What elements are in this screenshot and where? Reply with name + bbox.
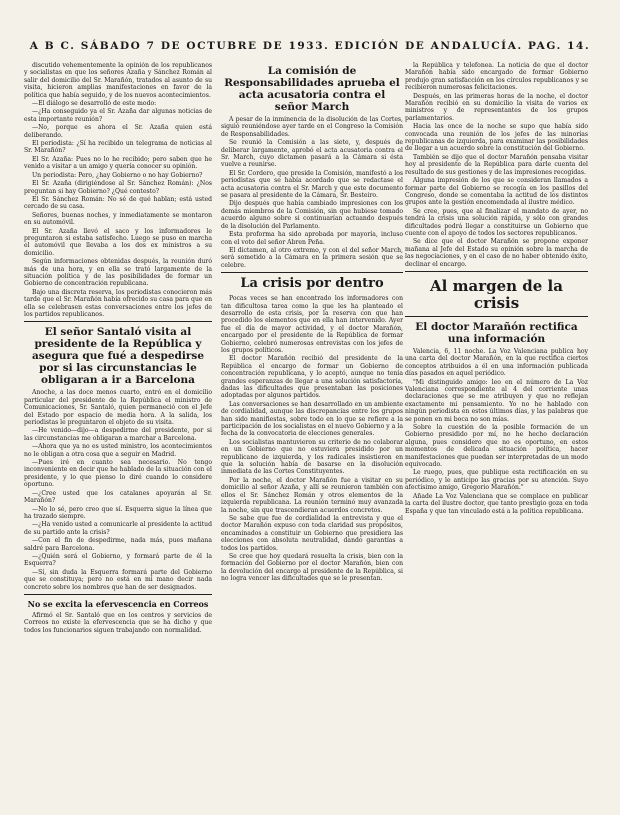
- paragraph: "Mi distinguido amigo: leo en el número de La Voz Valenciana correspondiente al 4 del corriente unas declaraciones que se me atribuyen y que no reflejan exactamente mi pensamiento. Yo no he hablado con ningún periodista en estos últimos días, y las palabras que se ponen en mi boca no son mías.: [405, 378, 588, 423]
- paragraph: Se sabe que fue de cordialidad la entrevista y que el doctor Marañón expuso con toda claridad sus propósitos, encaminados a constituir un Gobierno que presidiera las elecciones con absoluta neutralidad, dando garantías a todos los partidos.: [221, 514, 403, 552]
- paragraph: —Pues iré en cuanto sea necesario. No tengo inconveniente en decir que he hablado de la situación con el presidente, y lo que pienso lo diré cuando lo considere oportuno.: [24, 459, 212, 489]
- paragraph: Un periodista: Pero, ¿hay Gobierno o no hay Gobierno?: [32, 171, 203, 179]
- paragraph: la República y telefonea. La noticia de que el doctor Marañón había sido encargado de formar Gobierno produjo gran satisfacción en los círculos republicanos y se recibieron numerosas felicitaciones.: [405, 62, 588, 92]
- paragraph: Valencia, 6, 11 noche. La Voz Valenciana publica hoy una carta del doctor Marañón, en la que rectifica ciertos conceptos atribuidos a él en una información publicada días pasados en aquel periódico.: [405, 347, 588, 378]
- paragraph: El Sr. Azaña llevó el saco y los informadores le preguntaron si estaba satisfecho. Luego se puso en marcha el automóvil que llevaba a los dos ex ministros a su domicilio.: [24, 227, 212, 257]
- headline-maranon-rectifica: El doctor Marañón rectifica una información: [415, 320, 578, 345]
- paragraph: discutido vehementemente la opinión de los republicanos y socialistas en que los señores Azaña y Sánchez Román al salir del domicilio del Sr. Marañón, tratados al asunto de su visita, hicieron amplias manifestaciones en favor de la política que había seguido, y de los nuevos acontecimientos.: [24, 62, 212, 99]
- paragraph: —¿Quién será el Gobierno, y formará parte de él la Esquerra?: [24, 552, 212, 568]
- divider: [24, 594, 212, 595]
- paragraph: Por la noche, el doctor Marañón fue a visitar en su domicilio al señor Azaña, y allí se reunieron también con ellos el Sr. Sánchez Román y otros elementos de la izquierda republicana. La reunión terminó muy avanzada la noche, sin que trascendieran acuerdos concretos.: [221, 476, 403, 514]
- column-1: [24, 62, 212, 807]
- headline-crisis-por-dentro: La crisis por dentro: [240, 276, 384, 292]
- paragraph: Añade La Voz Valenciana que se complace en publicar la carta del ilustre doctor, que tanto prestigio goza en toda España y que tan vinculado está a la política republicana.: [405, 492, 588, 515]
- paragraph: Sobre la cuestión de la posible formación de un Gobierno presidido por mí, no he hecho declaración alguna, pues considero que no es oportuno, en estos momentos de delicada situación política, hacer manifestaciones que puedan ser interpretadas de un modo equivocado.: [405, 424, 588, 469]
- paragraph: Se cree que hoy quedará resuelta la crisis, bien con la formación del Gobierno por el doctor Marañón, bien con la devolución del encargo al presidente de la República, si no logra vencer las dificultades que se le presentan.: [221, 552, 403, 583]
- headline-santalo: El señor Santaló visita al presidente de la República y asegura que fué a despedirse por si las circunstancias le obligaran a ir a Barcelona: [31, 326, 205, 387]
- paragraph: Hacia las once de la noche se supo que había sido convocada una reunión de los jefes de las minorías republicanas de izquierda, para examinar las posibilidades de llegar a un acuerdo sobre la constitución del Gobierno.: [405, 123, 588, 153]
- paragraph: Se dice que el doctor Marañón se propone exponer mañana al Jefe del Estado su opinión sobre la marcha de las negociaciones, y en el caso de no haber obtenido éxito, declinar el encargo.: [405, 238, 588, 268]
- paragraph: Alguna impresión de los que se consideran llamados a formar parte del Gobierno se recogía en los pasillos del Congreso, donde se comentaba la actitud de los distintos grupos ante la gestión encomendada al ilustre médico.: [405, 177, 588, 207]
- paragraph: Anoche, a las doce menos cuarto, entró en el domicilio particular del presidente de la República el ministro de Comunicaciones, Sr. Santaló, quien permaneció con el Jefe del Estado por espacio de media hora. A la salida, los periodistas le preguntaron el objeto de su visita.: [24, 389, 212, 427]
- paragraph: El doctor Marañón recibió del presidente de la República el encargo de formar un Gobierno de concentración republicana, y lo aceptó, aunque no tenía grandes esperanzas de llegar a una solución satisfactoria, dadas las dificultades que presentaban las posiciones adoptadas por algunos partidos.: [221, 355, 403, 400]
- headline-correos: No se excita la efervescencia en Correos: [27, 598, 209, 609]
- paragraph: —No lo sé, pero creo que sí. Esquerra sigue la línea que ha trazado siempre.: [24, 505, 212, 520]
- page-header: A B C. SÁBADO 7 DE OCTUBRE DE 1933. EDICIÓN DE ANDALUCÍA. PAG. 14.: [29, 40, 591, 52]
- divider: [405, 316, 588, 317]
- paragraph: Las conversaciones se han desarrollado en un ambiente de cordialidad, aunque las discrepancias entre los grupos han sido manifiestas, sobre todo en lo que se refiere a la participación de los socialistas en el nuevo Gobierno y a la fecha de la convocatoria de elecciones generales.: [221, 400, 403, 438]
- paragraph: —Sí, sin duda la Esquerra formará parte del Gobierno que se constituya; pero no está en mi mano decir nada concreto sobre los nombres que han de ser designados.: [24, 568, 212, 591]
- paragraph: Según informaciones obtenidas después, la reunión duró más de una hora, y en ella se trató largamente de la situación política y de las posibilidades de formar un Gobierno de concentración republicana.: [24, 258, 212, 288]
- paragraph: A pesar de la inminencia de la disolución de las Cortes, siguió reuniéndose ayer tarde en el Congreso la Comisión de Responsabilidades.: [221, 116, 403, 138]
- paragraph: Bajo una discreta reserva, los periodistas conocieron más tarde que el Sr. Marañón había ofrecido su casa para que en ella se celebrasen estas conversaciones entre los jefes de los partidos republicanos.: [24, 288, 212, 318]
- paragraph: Dijo después que había cambiado impresiones con los demás miembros de la Comisión, sin que hubiese tomado acuerdo alguno sobre si continuarían actuando después de la disolución del Parlamento.: [221, 200, 403, 230]
- paragraph: También se dijo que el doctor Marañón pensaba visitar hoy al presidente de la República para darle cuenta del resultado de sus gestiones y de las impresiones recogidas.: [405, 153, 588, 176]
- paragraph: Después, en las primeras horas de la noche, el doctor Marañón recibió en su domicilio la visita de varios ex ministros y de representantes de los grupos parlamentarios.: [405, 92, 588, 122]
- paragraph: Afirmó el Sr. Santaló que en los centros y servicios de Correos no existe la efervescencia que se ha dicho y que todos los funcionarios siguen trabajando con normalidad.: [24, 611, 212, 634]
- paragraph: Le ruego, pues, que publique esta rectificación en su periódico, y le anticipo las gracias por su atención. Suyo afectísimo amigo, Gregorio Marañón.": [405, 469, 588, 492]
- paragraph: El Sr. Sánchez Román: No sé de qué hablan; está usted cercado de su casa.: [24, 195, 212, 211]
- divider: [24, 321, 212, 322]
- paragraph: —No, porque es ahora el Sr. Azaña quien está deliberando.: [24, 124, 212, 139]
- paragraph: El dictamen, al otro extremo, y con el del señor March, será sometido a la Cámara en la primera sesión que se celebre.: [221, 246, 403, 269]
- paragraph: —¿Ha venido usted a comunicarle al presidente la actitud de su partido ante la crisis?: [24, 521, 212, 536]
- paragraph: El Sr. Cordero, que preside la Comisión, manifestó a los periodistas que se había acordado que se redactase el acta acusatoria contra el Sr. March y que este documento se pasara al presidente de la Cámara, Sr. Besteiro.: [221, 169, 403, 200]
- column-2: [221, 62, 403, 807]
- divider: [221, 272, 403, 273]
- paragraph: —Con el fin de despedirme, nada más, pues mañana saldré para Barcelona.: [24, 537, 212, 552]
- paragraph: El Sr. Azaña (dirigiéndose al Sr. Sánchez Román): ¿Nos preguntan si hay Gobierno? ¿Qué contesto?: [24, 180, 212, 195]
- paragraph: —El diálogo se desarrolló de este modo:: [32, 100, 157, 108]
- paragraph: Se cree, pues, que al finalizar el mandato de ayer, no tendrá la crisis una solución rápida, y sólo con grandes dificultades podrá llegar a constituirse un Gobierno que cuente con el apoyo de todos los sectores republicanos.: [405, 207, 588, 237]
- paragraph: —He venido—dijo—a despedirme del presidente, por si las circunstancias me obligaran a marchar a Barcelona.: [24, 427, 212, 442]
- paragraph: El Sr. Azaña: Pues no lo he recibido; pero saben que he venido a visitar a un amigo y quería conocer su opinión.: [24, 155, 212, 171]
- paragraph: Se reunió la Comisión a las siete, y, después de deliberar largamente, aprobó el acta acusatoria contra el Sr. March, cuyo dictamen pasará a la Cámara si ésta vuelve a reunirse.: [221, 139, 403, 169]
- headline-responsabilidades: La comisión de Responsabilidades aprueba el acta acusatoria contra el señor March: [224, 65, 400, 113]
- paragraph: El periodista: ¿Sí ha recibido un telegrama de noticias al Sr. Marañón?: [24, 140, 212, 155]
- paragraph: —Ahora que ya no es usted ministro, los acontecimientos no le obligan a otra cosa que a seguir en Madrid.: [24, 443, 212, 458]
- paragraph: Señores, buenas noches, y inmediatamente se montaron en su automóvil.: [24, 211, 212, 227]
- paragraph: Esta proforma ha sido aprobada por mayoría, incluso con el voto del señor Abren Peña.: [221, 231, 403, 246]
- column-3: [405, 62, 588, 807]
- paragraph: —¿Cree usted que los catalanes apoyarán al Sr. Marañón?: [24, 489, 212, 505]
- divider: [405, 271, 588, 272]
- paragraph: Los socialistas mantuvieron su criterio de no colaborar en un Gobierno que no estuviera presidido por un republicano de izquierda, y los radicales insistieron en que la solución había de basarse en la disolución inmediata de las Cortes Constituyentes.: [221, 438, 403, 476]
- paragraph: Pocas veces se han encontrado los informadores con tan dificultosa tarea como la que les ha planteado el desarrollo de esta crisis, por la reserva con que han procedido los elementos que en ella han intervenido. Ayer fue el día de mayor actividad, y el doctor Marañón, encargado por el presidente de la República de formar Gobierno, celebró numerosas entrevistas con los jefes de los grupos políticos.: [221, 295, 403, 354]
- paragraph: —¿Ha conseguido ya el Sr. Azaña dar algunas noticias de esta importante reunión?: [24, 108, 212, 123]
- headline-al-margen: Al margen de la crisis: [430, 276, 563, 312]
